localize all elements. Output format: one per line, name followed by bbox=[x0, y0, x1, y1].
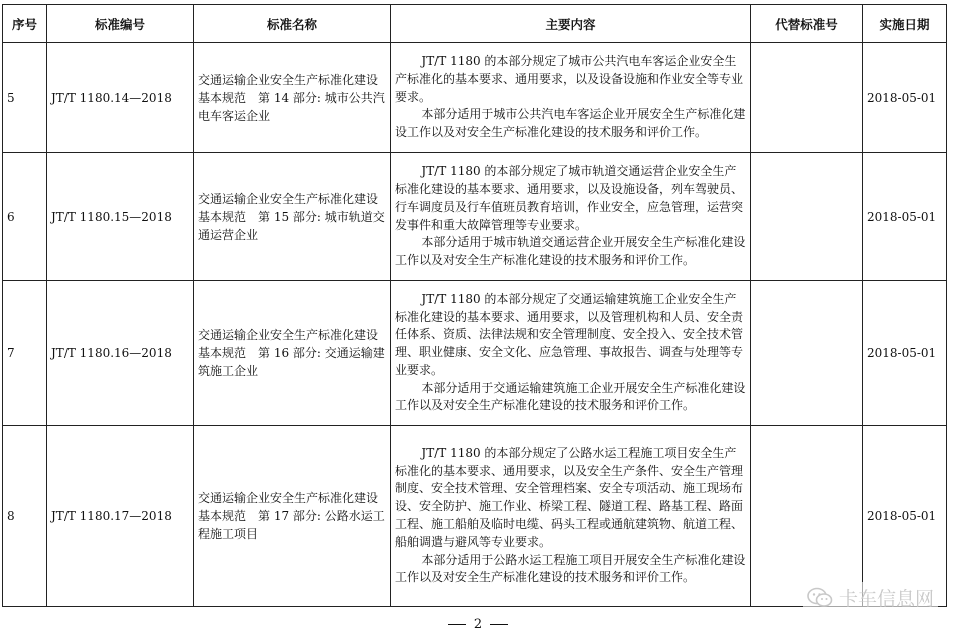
row-seq: 6 bbox=[3, 153, 47, 281]
row-code: JT/T 1180.15—2018 bbox=[47, 153, 194, 281]
row-content bbox=[391, 43, 751, 153]
header-seq: 序号 bbox=[3, 5, 47, 43]
standards-table bbox=[2, 4, 947, 607]
header-name: 标准名称 bbox=[194, 5, 391, 43]
row-name: 交通运输企业安全生产标准化建设基本规范 第 16 部分: 交通运输建筑施工企业 bbox=[194, 281, 391, 426]
row-seq: 8 bbox=[3, 426, 47, 607]
content-paragraph: JT/T 1180 的本部分规定了公路水运工程施工项目安全生产标准化的基本要求、通用要求，以及安全生产条件、安全生产管理制度、安全技术管理、安全管理档案、安全专项活动、施工现场布设、安全防护、施工作业、桥梁工程、隧道工程、路基工程、路面工程、施工船舶及临时电缆、码头工程或通航建筑物、航道工程、船舶调遣与避风等专业要求。 bbox=[395, 445, 744, 549]
table-header-row bbox=[3, 5, 947, 43]
row-name: 交通运输企业安全生产标准化建设基本规范 第 15 部分: 城市轨道交通运营企业 bbox=[194, 153, 391, 281]
table-row bbox=[3, 426, 947, 607]
content-paragraph: JT/T 1180 的本部分规定了城市公共汽电车客运企业安全生产标准化的基本要求、通用要求，以及设备设施和作业安全等专业要求。 bbox=[395, 54, 744, 104]
row-code: JT/T 1180.17—2018 bbox=[47, 426, 194, 607]
content-paragraph: 本部分适用于交通运输建筑施工企业开展安全生产标准化建设工作以及对安全生产标准化建设的技术服务和评价工作。 bbox=[395, 380, 746, 413]
page-number: 2 bbox=[473, 617, 483, 632]
table-row bbox=[3, 153, 947, 281]
header-date: 实施日期 bbox=[863, 5, 947, 43]
content-paragraph: JT/T 1180 的本部分规定了城市轨道交通运营企业安全生产标准化建设的基本要求、通用要求，以及设施设备，列车驾驶员、行车调度员及行车值班员教育培训，作业安全，应急管理，运营突发事件和重大故障管理等专业要求。 bbox=[395, 164, 744, 232]
footer-dash bbox=[448, 624, 466, 625]
row-seq: 7 bbox=[3, 281, 47, 426]
row-content bbox=[391, 281, 751, 426]
row-content bbox=[391, 426, 751, 607]
row-content bbox=[391, 153, 751, 281]
row-replaces bbox=[751, 153, 863, 281]
table-row bbox=[3, 43, 947, 153]
footer-dash bbox=[490, 624, 508, 625]
row-code: JT/T 1180.16—2018 bbox=[47, 281, 194, 426]
row-date: 2018-05-01 bbox=[863, 281, 947, 426]
row-code: JT/T 1180.14—2018 bbox=[47, 43, 194, 153]
row-seq: 5 bbox=[3, 43, 47, 153]
row-date: 2018-05-01 bbox=[863, 43, 947, 153]
watermark bbox=[803, 582, 938, 613]
row-name: 交通运输企业安全生产标准化建设基本规范 第 14 部分: 城市公共汽电车客运企业 bbox=[194, 43, 391, 153]
row-replaces bbox=[751, 426, 863, 607]
header-content: 主要内容 bbox=[391, 5, 751, 43]
page-footer bbox=[0, 617, 956, 632]
content-paragraph: 本部分适用于城市轨道交通运营企业开展安全生产标准化建设工作以及对安全生产标准化建设的技术服务和评价工作。 bbox=[395, 235, 746, 268]
row-name: 交通运输企业安全生产标准化建设基本规范 第 17 部分: 公路水运工程施工项目 bbox=[194, 426, 391, 607]
row-replaces bbox=[751, 43, 863, 153]
content-paragraph: 本部分适用于公路水运工程施工项目开展安全生产标准化建设工作以及对安全生产标准化建设的技术服务和评价工作。 bbox=[395, 552, 746, 585]
header-replaces: 代替标准号 bbox=[751, 5, 863, 43]
row-replaces bbox=[751, 281, 863, 426]
watermark-text: 卡车信息网 bbox=[838, 588, 934, 610]
content-paragraph: 本部分适用于城市公共汽电车客运企业开展安全生产标准化建设工作以及对安全生产标准化建设的技术服务和评价工作。 bbox=[395, 107, 746, 140]
content-paragraph: JT/T 1180 的本部分规定了交通运输建筑施工企业安全生产标准化建设的基本要求、通用要求，以及管理机构和人员、安全责任体系、资质、法律法规和安全管理制度、安全投入、安全技术管理、职业健康、安全文化、应急管理、事故报告、调查与处理等专业要求。 bbox=[395, 291, 744, 377]
header-code: 标准编号 bbox=[47, 5, 194, 43]
row-date: 2018-05-01 bbox=[863, 426, 947, 607]
row-date: 2018-05-01 bbox=[863, 153, 947, 281]
wechat-icon bbox=[807, 587, 833, 609]
table-row bbox=[3, 281, 947, 426]
